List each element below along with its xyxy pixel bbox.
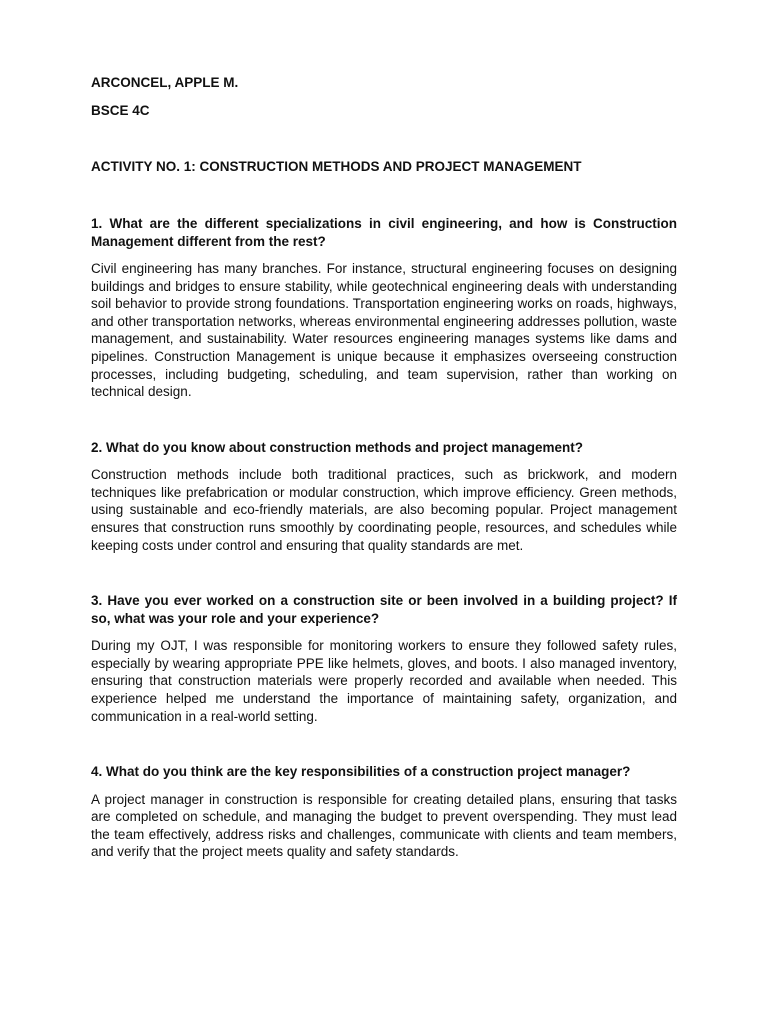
answer-text: During my OJT, I was responsible for monitoring workers to ensure they followed safety rules, especially by wearing appropriate PPE like helmets, gloves, and boots. I also managed inventory, ensuring that construction materials were properly recorded and available when needed. This experience helped me understand the importance of maintaining safety, organization, and communication in a real-world setting. xyxy=(91,638,677,724)
question-block-4 xyxy=(91,763,677,861)
question-block-3 xyxy=(91,592,677,725)
question-block-1 xyxy=(91,215,677,401)
question-text: 1. What are the different specializations in civil engineering, and how is Construction Management different from the rest? xyxy=(91,216,677,249)
question-block-2 xyxy=(91,439,677,554)
question-text: 3. Have you ever worked on a construction site or been involved in a building project? If so, what was your role and your experience? xyxy=(91,593,677,626)
question-text: 2. What do you know about construction methods and project management? xyxy=(91,439,584,455)
answer-text: A project manager in construction is responsible for creating detailed plans, ensuring that tasks are completed on schedule, and managing the budget to prevent overspending. They must lead the team effectively, address risks and challenges, communicate with clients and team members, and verify that the project meets quality and safety standards. xyxy=(91,791,677,860)
student-name: ARCONCEL, APPLE M. xyxy=(91,75,239,90)
answer-text: Civil engineering has many branches. For instance, structural engineering focuses on designing buildings and bridges to ensure stability, while geotechnical engineering deals with understanding soil behavior to provide strong foundations. Transportation engineering works on roads, highways, and other transportation networks, whereas environmental engineering addresses pollution, waste management, and sustainability. Water resources engineering manages systems like dams and pipelines. Construction Management is unique because it emphasizes overseeing construction processes, including budgeting, scheduling, and team supervision, rather than working on technical design. xyxy=(91,261,677,400)
document-content xyxy=(91,74,677,861)
activity-title: ACTIVITY NO. 1: CONSTRUCTION METHODS AND PROJECT MANAGEMENT xyxy=(91,159,582,174)
answer-text: Construction methods include both traditional practices, such as brickwork, and modern techniques like prefabrication or modular construction, which improve efficiency. Green methods, using sustainable and eco-friendly materials, are also becoming popular. Project management ensures that construction runs smoothly by coordinating people, resources, and schedules while keeping costs under control and ensuring that quality standards are met. xyxy=(91,467,677,553)
question-text: 4. What do you think are the key responsibilities of a construction project manager? xyxy=(91,764,631,780)
student-section: BSCE 4C xyxy=(91,103,150,118)
